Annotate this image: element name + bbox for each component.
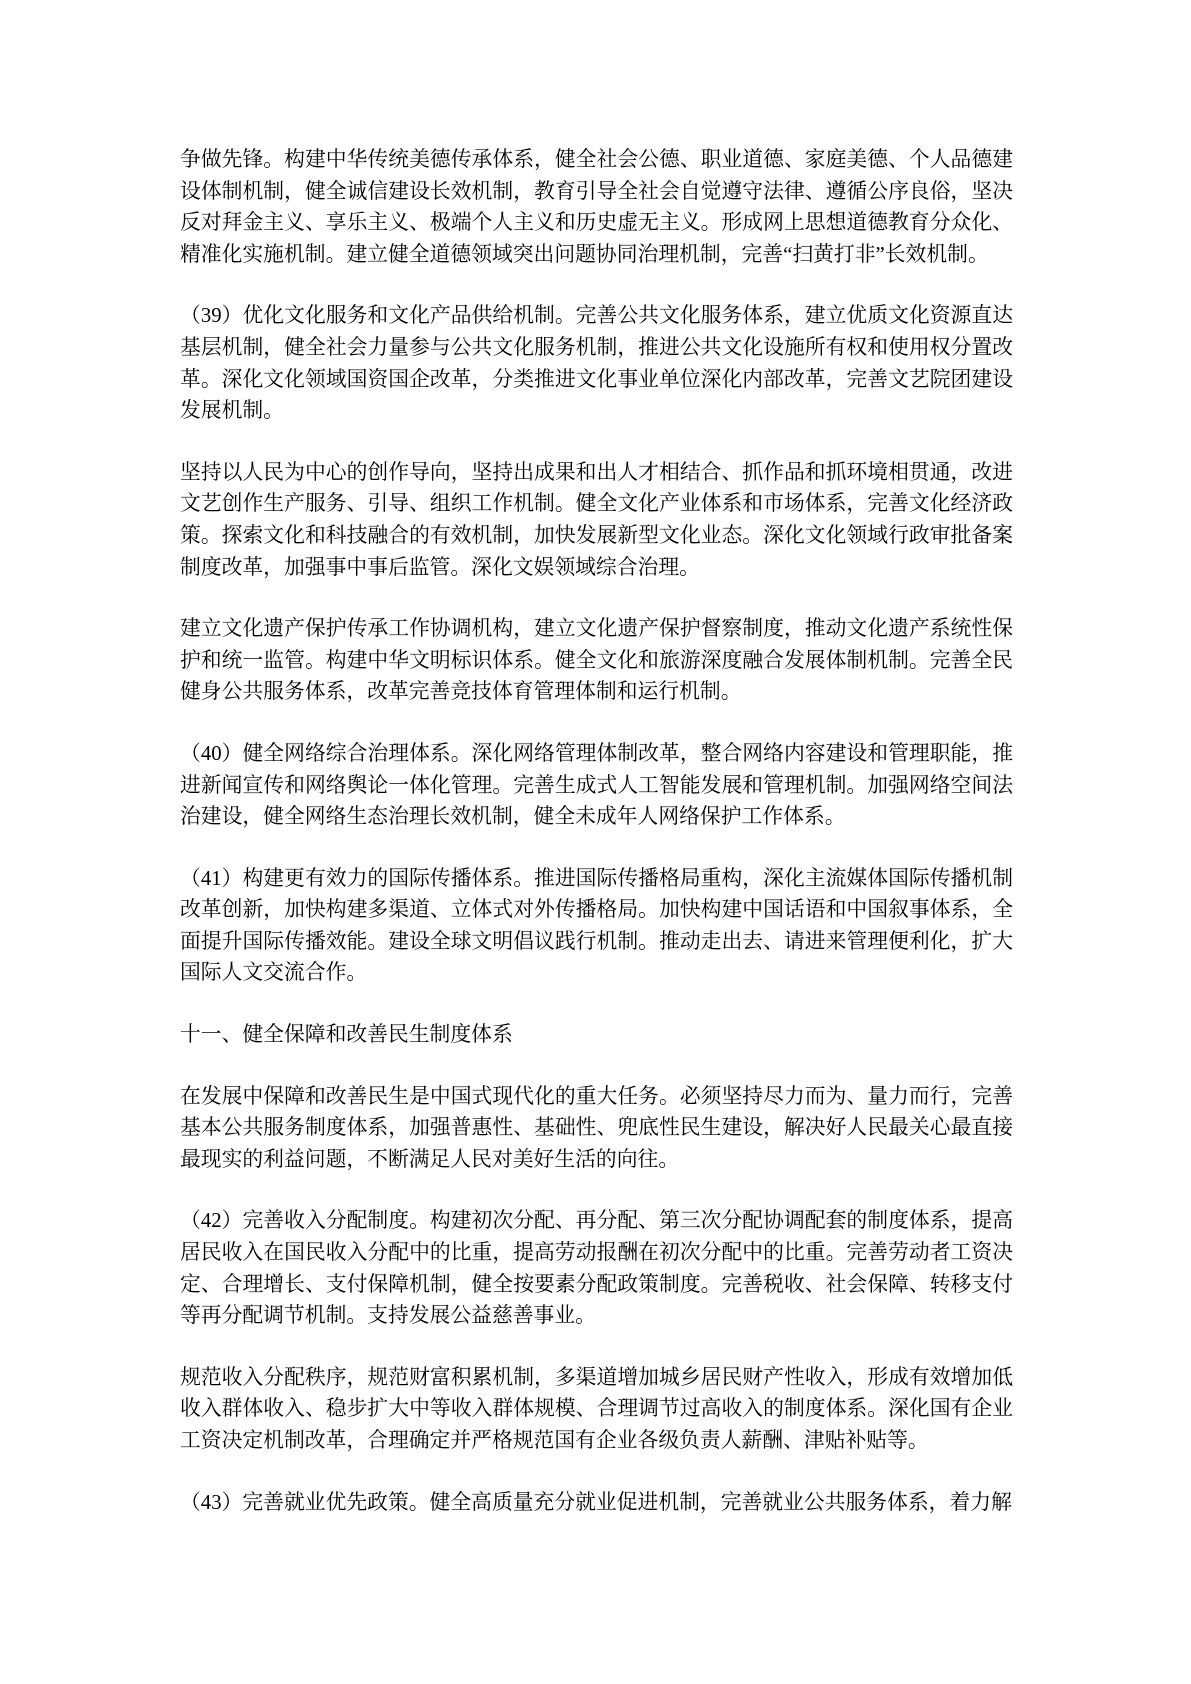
- section-heading: 十一、健全保障和改善民生制度体系: [180, 1023, 513, 1047]
- paragraph: （41）构建更有效力的国际传播体系。推进国际传播格局重构，深化主流媒体国际传播机制改革创新，加快构建多渠道、立体式对外传播格局。加快构建中国话语和中国叙事体系，全面提升国际传播效能。建设全球文明倡议践行机制。推动走出去、请进来管理便利化，扩大国际人文交流合作。: [180, 866, 1013, 985]
- document-content: [180, 144, 1013, 1518]
- paragraph: 建立文化遗产保护传承工作协调机构，建立文化遗产保护督察制度，推动文化遗产系统性保护和统一监管。构建中华文明标识体系。健全文化和旅游深度融合发展体制机制。完善全民健身公共服务体系，改革完善竞技体育管理体制和运行机制。: [180, 617, 1013, 704]
- paragraph: （39）优化文化服务和文化产品供给机制。完善公共文化服务体系，建立优质文化资源直达基层机制，健全社会力量参与公共文化服务机制，推进公共文化设施所有权和使用权分置改革。深化文化领域国资国企改革，分类推进文化事业单位深化内部改革，完善文艺院团建设发展机制。: [180, 304, 1013, 423]
- paragraph: （43）完善就业优先政策。健全高质量充分就业促进机制，完善就业公共服务体系，着力解: [180, 1490, 1012, 1514]
- paragraph: 争做先锋。构建中华传统美德传承体系，健全社会公德、职业道德、家庭美德、个人品德建设体制机制，健全诚信建设长效机制，教育引导全社会自觉遵守法律、遵循公序良俗，坚决反对拜金主义、享乐主义、极端个人主义和历史虚无主义。形成网上思想道德教育分众化、精准化实施机制。建立健全道德领域突出问题协同治理机制，完善“扫黄打非”长效机制。: [180, 148, 1013, 266]
- paragraph: （40）健全网络综合治理体系。深化网络管理体制改革，整合网络内容建设和管理职能，推进新闻宣传和网络舆论一体化管理。完善生成式人工智能发展和管理机制。加强网络空间法治建设，健全网络生态治理长效机制，健全未成年人网络保护工作体系。: [180, 741, 1013, 829]
- paragraph: 坚持以人民为中心的创作导向，坚持出成果和出人才相结合、抓作品和抓环境相贯通，改进文艺创作生产服务、引导、组织工作机制。健全文化产业体系和市场体系，完善文化经济政策。探索文化和科技融合的有效机制，加快发展新型文化业态。深化文化领域行政审批备案制度改革，加强事中事后监管。深化文娱领域综合治理。: [180, 460, 1013, 579]
- paragraph: 规范收入分配秩序，规范财富积累机制，多渠道增加城乡居民财产性收入，形成有效增加低收入群体收入、稳步扩大中等收入群体规模、合理调节过高收入的制度体系。深化国有企业工资决定机制改革，合理确定并严格规范国有企业各级负责人薪酬、津贴补贴等。: [180, 1365, 1013, 1452]
- paragraph: （42）完善收入分配制度。构建初次分配、再分配、第三次分配协调配套的制度体系，提高居民收入在国民收入分配中的比重，提高劳动报酬在初次分配中的比重。完善劳动者工资决定、合理增长、支付保障机制，健全按要素分配政策制度。完善税收、社会保障、转移支付等再分配调节机制。支持发展公益慈善事业。: [180, 1209, 1013, 1328]
- paragraph: 在发展中保障和改善民生是中国式现代化的重大任务。必须坚持尽力而为、量力而行，完善基本公共服务制度体系，加强普惠性、基础性、兜底性民生建设，解决好人民最关心最直接最现实的利益问题，不断满足人民对美好生活的向往。: [180, 1084, 1013, 1171]
